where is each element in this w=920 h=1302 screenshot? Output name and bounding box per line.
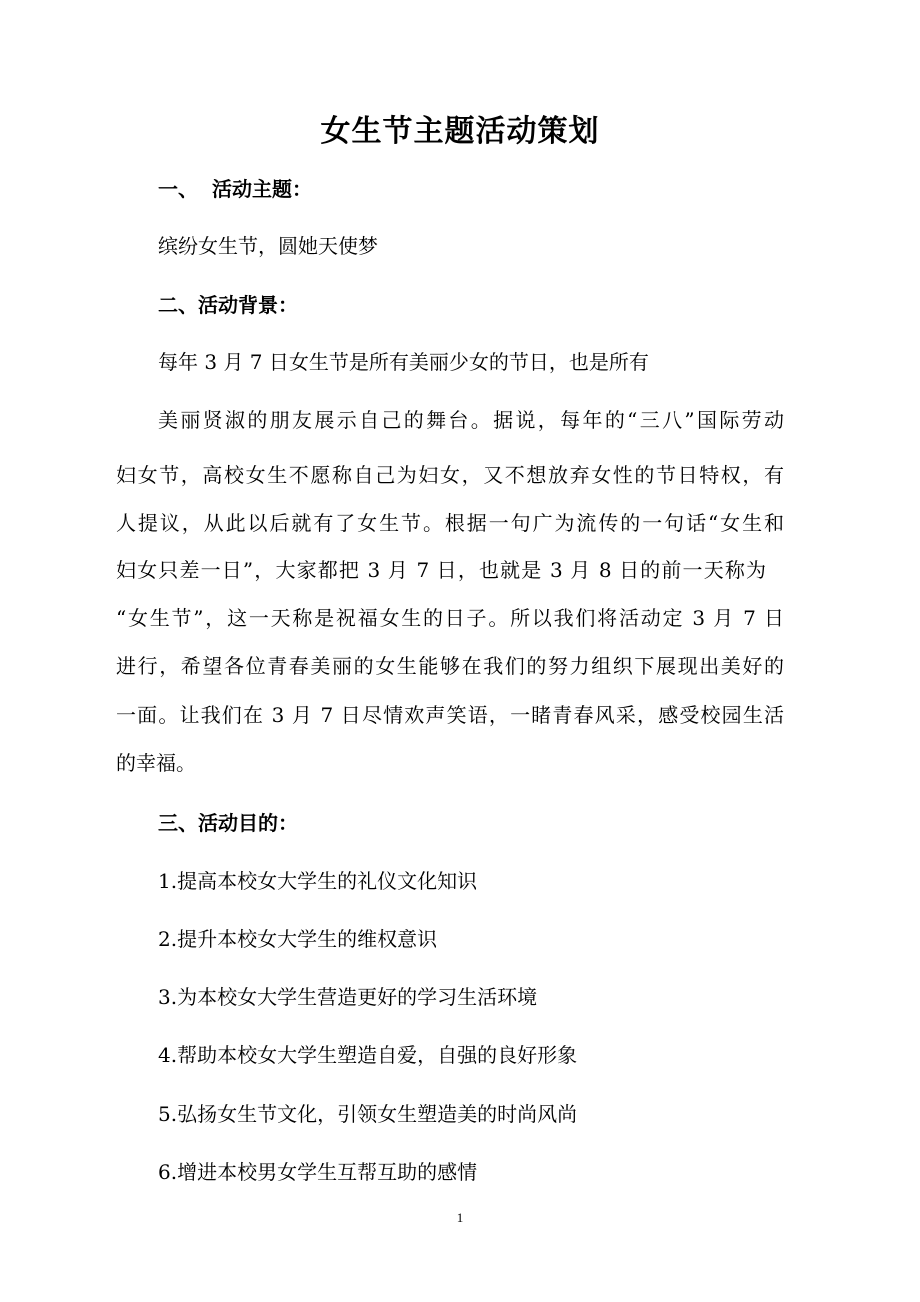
page-number: 1 (456, 1210, 464, 1225)
paragraph-line: 人提议，从此以后就有了女生节。根据一句广为流传的一句话“女生和 (116, 511, 784, 535)
section-2-heading: 二、活动背景： (158, 293, 298, 317)
paragraph-line: 的幸福。 (116, 751, 196, 775)
list-item: 2.提升本校女大学生的维权意识 (158, 927, 438, 951)
paragraph-line: 每年 3 月 7 日女生节是所有美丽少女的节日，也是所有 (158, 350, 649, 374)
paragraph-line: 妇女节，高校女生不愿称自己为妇女，又不想放弃女性的节日特权，有 (116, 463, 784, 487)
paragraph-line: 美丽贤淑的朋友展示自己的舞台。据说，每年的“三八”国际劳动 (158, 408, 784, 432)
list-item: 4.帮助本校女大学生塑造自爱，自强的良好形象 (158, 1043, 578, 1067)
paragraph-line: 进行，希望各位青春美丽的女生能够在我们的努力组织下展现出美好的 (116, 654, 784, 678)
paragraph-line: 一面。让我们在 3 月 7 日尽情欢声笑语，一睹青春风采，感受校园生活 (116, 703, 784, 727)
section-3-heading: 三、活动目的： (158, 811, 298, 835)
paragraph-line: 妇女只差一日”，大家都把 3 月 7 日，也就是 3 月 8 日的前一天称为 (116, 558, 766, 582)
list-item: 1.提高本校女大学生的礼仪文化知识 (158, 869, 478, 893)
list-item: 6.增进本校男女学生互帮互助的感情 (158, 1160, 478, 1184)
document-title: 女生节主题活动策划 (320, 114, 600, 149)
paragraph-line: “女生节”，这一天称是祝福女生的日子。所以我们将活动定 3 月 7 日 (116, 606, 784, 630)
section-1-content: 缤纷女生节，圆她天使梦 (158, 234, 378, 258)
list-item: 3.为本校女大学生营造更好的学习生活环境 (158, 985, 538, 1009)
section-1-title: 活动主题： (212, 177, 312, 201)
list-item: 5.弘扬女生节文化，引领女生塑造美的时尚风尚 (158, 1102, 578, 1126)
section-1-number: 一、 (158, 177, 198, 201)
